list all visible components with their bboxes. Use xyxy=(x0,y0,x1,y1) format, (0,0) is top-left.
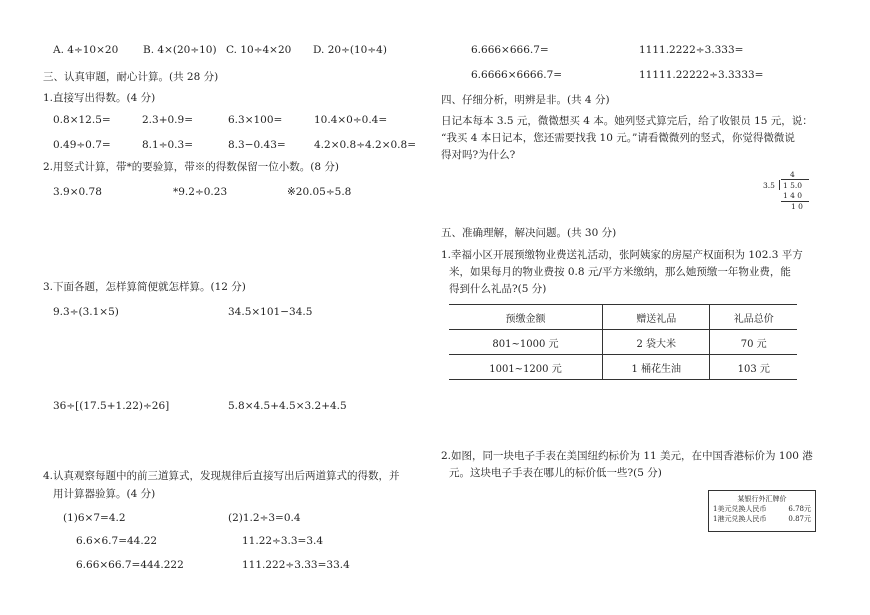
s5q2-text: 元。这块电子手表在哪儿的标价低一些?(5 分) xyxy=(449,467,662,479)
q1-item: 6.3×100= xyxy=(228,114,283,126)
q3-title: 3.下面各题，怎样算简便就怎样算。(12 分) xyxy=(43,281,246,293)
product: 1 4 0 xyxy=(783,191,803,200)
gift-table xyxy=(449,304,797,380)
s5q1-text: 米，如果每月的物业费按 0.8 元/平方米缴纳，那么她预缴一年物业费，能 xyxy=(449,266,791,278)
q1-item: 2.3+0.9= xyxy=(142,114,193,126)
table-cell: 2 袋大米 xyxy=(602,330,710,355)
pattern-item: 6.6666×6666.7= xyxy=(471,69,563,81)
quotient: 4 xyxy=(790,170,795,179)
s5q1-text: 得到什么礼品?(5 分) xyxy=(449,283,547,295)
q1-item: 0.49÷0.7= xyxy=(53,139,111,151)
table-row xyxy=(449,355,797,380)
q1-item: 0.8×12.5= xyxy=(53,114,111,126)
q3-item: 5.8×4.5+4.5×3.2+4.5 xyxy=(228,400,347,412)
q3-item: 34.5×101−34.5 xyxy=(228,306,313,318)
table-header: 赠送礼品 xyxy=(602,305,710,330)
q2-item: 3.9×0.78 xyxy=(53,186,102,198)
section-4-title: 四、仔细分析，明辨是非。(共 4 分) xyxy=(441,94,610,106)
division-bracket xyxy=(779,180,782,190)
q1-item: 8.1÷0.3= xyxy=(142,139,193,151)
q1-item: 4.2×0.8÷4.2×0.8= xyxy=(314,139,416,151)
q4-title-line1: 4.认真观察每题中的前三道算式，发现规律后直接写出后两道算式的得数，并 xyxy=(43,470,400,482)
q1-item: 8.3−0.43= xyxy=(228,139,286,151)
section-4-text: “我买 4 本日记本，您还需要找我 10 元。”请看微微列的竖式，你觉得微微说 xyxy=(441,132,795,144)
pattern-item: 11111.22222÷3.3333= xyxy=(639,69,764,81)
q4-col1-item: (1)6×7=4.2 xyxy=(63,512,126,524)
rate-label: 1港元兑换人民币 xyxy=(713,515,767,523)
exchange-rate-box xyxy=(708,490,816,532)
exchange-rate-title: 某银行外汇牌价 xyxy=(737,495,787,503)
pattern-item: 6.666×666.7= xyxy=(471,44,549,56)
section-3-title: 三、认真审题，耐心计算。(共 28 分) xyxy=(43,71,219,83)
remainder: 1 0 xyxy=(791,202,803,211)
s5q1-text: 1.幸福小区开展预缴物业费送礼活动，张阿姨家的房屋产权面积为 102.3 平方 xyxy=(441,249,803,261)
dividend: 1 5.0 xyxy=(783,181,803,190)
choice-b: B. 4×(20÷10) xyxy=(143,44,217,56)
divisor: 3.5 xyxy=(763,181,775,190)
q1-item: 10.4×0÷0.4= xyxy=(314,114,388,126)
q3-item: 36÷[(17.5+1.22)÷26] xyxy=(53,400,170,412)
exchange-rate-row xyxy=(709,504,815,514)
rate-value: 6.78元 xyxy=(788,505,811,513)
q1-title: 1.直接写出得数。(4 分) xyxy=(43,92,156,104)
q4-col2-item: (2)1.2÷3=0.4 xyxy=(228,512,301,524)
exchange-rate-row xyxy=(709,514,815,524)
table-header: 预缴金额 xyxy=(449,305,602,330)
table-cell: 103 元 xyxy=(710,355,797,380)
q2-item: *9.2÷0.23 xyxy=(173,186,228,198)
table-header: 礼品总价 xyxy=(710,305,797,330)
q4-col2-item: 111.222÷3.33=33.4 xyxy=(242,559,350,571)
q2-item: ※20.05÷5.8 xyxy=(287,186,352,198)
vertical-division xyxy=(763,170,811,214)
q4-col2-item: 11.22÷3.3=3.4 xyxy=(242,535,324,547)
section-5-title: 五、准确理解，解决问题。(共 30 分) xyxy=(441,227,617,239)
choice-a: A. 4÷10×20 xyxy=(53,44,119,56)
rate-label: 1美元兑换人民币 xyxy=(713,505,767,513)
table-cell: 801~1000 元 xyxy=(449,330,602,355)
choice-c: C. 10÷4×20 xyxy=(226,44,292,56)
s5q2-text: 2.如图，同一块电子手表在美国纽约标价为 11 美元，在中国香港标价为 100 港 xyxy=(441,450,813,462)
table-cell: 70 元 xyxy=(710,330,797,355)
table-row xyxy=(449,330,797,355)
q4-col1-item: 6.66×66.7=444.222 xyxy=(76,559,184,571)
table-header-row xyxy=(449,305,797,330)
division-bar xyxy=(781,179,809,180)
q4-title-line2: 用计算器验算。(4 分) xyxy=(53,488,156,500)
choice-d: D. 20÷(10÷4) xyxy=(313,44,387,56)
rate-value: 0.87元 xyxy=(788,515,811,523)
table-cell: 1001~1200 元 xyxy=(449,355,602,380)
q3-item: 9.3÷(3.1×5) xyxy=(53,306,119,318)
q2-title: 2.用竖式计算，带*的要验算，带※的得数保留一位小数。(8 分) xyxy=(43,161,339,173)
section-4-text: 日记本每本 3.5 元，微微想买 4 本。她列竖式算完后，给了收银员 15 元，说： xyxy=(441,115,813,127)
q4-col1-item: 6.6×6.7=44.22 xyxy=(76,535,158,547)
section-4-text: 得对吗?为什么? xyxy=(441,149,516,161)
pattern-item: 1111.2222÷3.333= xyxy=(639,44,744,56)
table-cell: 1 桶花生油 xyxy=(602,355,710,380)
